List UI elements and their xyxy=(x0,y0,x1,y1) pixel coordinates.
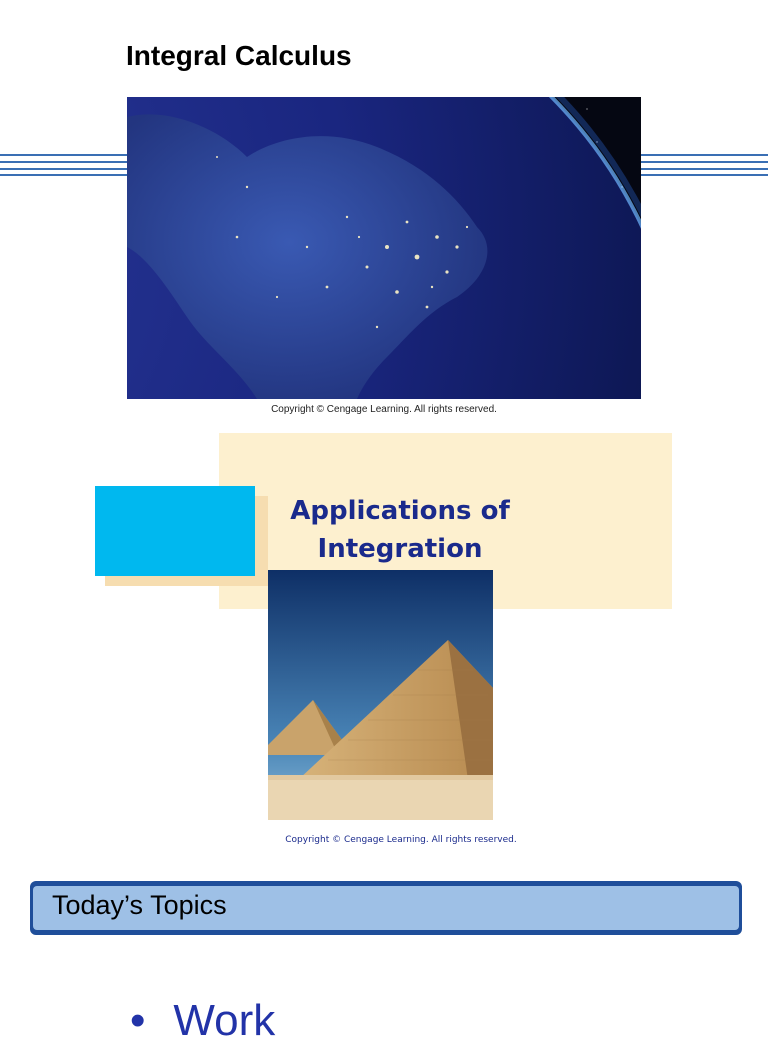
chapter-title-line-2: Integration xyxy=(317,534,483,564)
bullet-item xyxy=(130,996,275,1046)
copyright-notice: Copyright © Cengage Learning. All rights reserved. xyxy=(271,404,497,415)
bullet-dot-icon: • xyxy=(130,996,146,1045)
chapter-title xyxy=(280,492,520,568)
earth-at-night-image xyxy=(127,97,641,399)
bullet-item-text: Work xyxy=(173,996,276,1045)
decorative-rule-right xyxy=(640,154,768,176)
slide-title: Integral Calculus xyxy=(126,40,352,71)
accent-block xyxy=(95,486,255,576)
chapter-title-line-1: Applications of xyxy=(290,496,510,526)
topics-header: Today’s Topics xyxy=(52,890,227,920)
copyright-notice-2: Copyright © Cengage Learning. All rights reserved. xyxy=(285,835,517,845)
pyramids-image xyxy=(268,570,493,820)
decorative-rule-left xyxy=(0,154,128,176)
